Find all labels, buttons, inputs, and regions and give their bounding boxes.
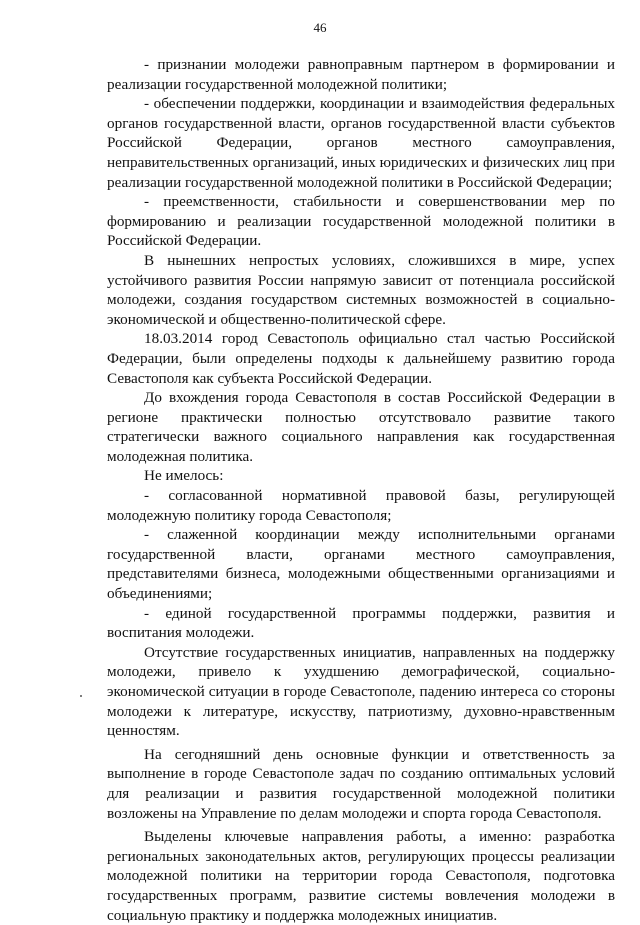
paragraph-missing-intro: Не имелось:: [144, 467, 224, 485]
scan-speck: [80, 695, 82, 697]
paragraph-missing-legal-base: - согласованной нормативной правовой базы, регулирующей молодежную политику города Севастополя;: [107, 487, 615, 524]
paragraph-missing-program: - единой государственной программы поддержки, развития и воспитания молодежи.: [107, 604, 615, 642]
paragraph-missing-coordination: - слаженной координации между исполнительными органами государственной власти, органами местного самоуправления, представителями бизнеса, молодежными общественными организациями и объединениями;: [107, 526, 615, 603]
paragraph-current-responsibility: На сегодняшний день основные функции и ответственность за выполнение в городе Севастополе задач по созданию оптимальных условий для реализации и развития государственной молодежной политики возложены на Управление по делам молодежи и спорта города Севастополя.: [107, 745, 615, 822]
paragraph-continuity: - преемственности, стабильности и совершенствовании мер по формированию и реализации государственной молодежной политики в Российской Федерации.: [107, 193, 615, 250]
paragraph-key-directions: Выделены ключевые направления работы, а именно: разработка региональных законодательных актов, регулирующих процессы реализации молодежной политики на территории города Севастополя, подготовка государственных программ, развитие системы вовлечения молодежи в социальную практику и поддержка молодежных инициатив.: [107, 828, 615, 924]
paragraph-current-conditions: В нынешних непростых условиях, сложившихся в мире, успех устойчивого развития России напрямую зависит от потенциала российской молодежи, создания государством системных возможностей в социально-экономической и общественно-политической сфере.: [107, 251, 615, 328]
page-number: 46: [313, 20, 327, 35]
paragraph-before-accession: До вхождения города Севастополя в состав Российской Федерации в регионе практически полностью отсутствовало развитие такого стратегически важного социального направления как государственная молодежная политика.: [107, 389, 615, 465]
paragraph-sevastopol-accession: 18.03.2014 город Севастополь официально стал частью Российской Федерации, были определены подходы к дальнейшему развитию города Севастополя как субъекта Российской Федерации.: [107, 330, 615, 387]
document-body: [107, 55, 615, 925]
paragraph-support-coordination: - обеспечении поддержки, координации и взаимодействия федеральных органов государственной власти, органов государственной власти субъектов Российской Федерации, органов местного самоуправления, неправительственных организаций, иных юридических и физических лиц при реализации государственной молодежной политики в Российской Федерации;: [107, 95, 615, 191]
paragraph-lack-of-initiatives: Отсутствие государственных инициатив, направленных на поддержку молодежи, привело к ухудшению демографической, социально-экономической ситуации в городе Севастополе, падению интереса со стороны молодежи к литературе, искусству, патриотизму, духовно-нравственным ценностям.: [107, 643, 615, 740]
paragraph-recognition: - признании молодежи равноправным партнером в формировании и реализации государственной молодежной политики;: [107, 56, 615, 93]
